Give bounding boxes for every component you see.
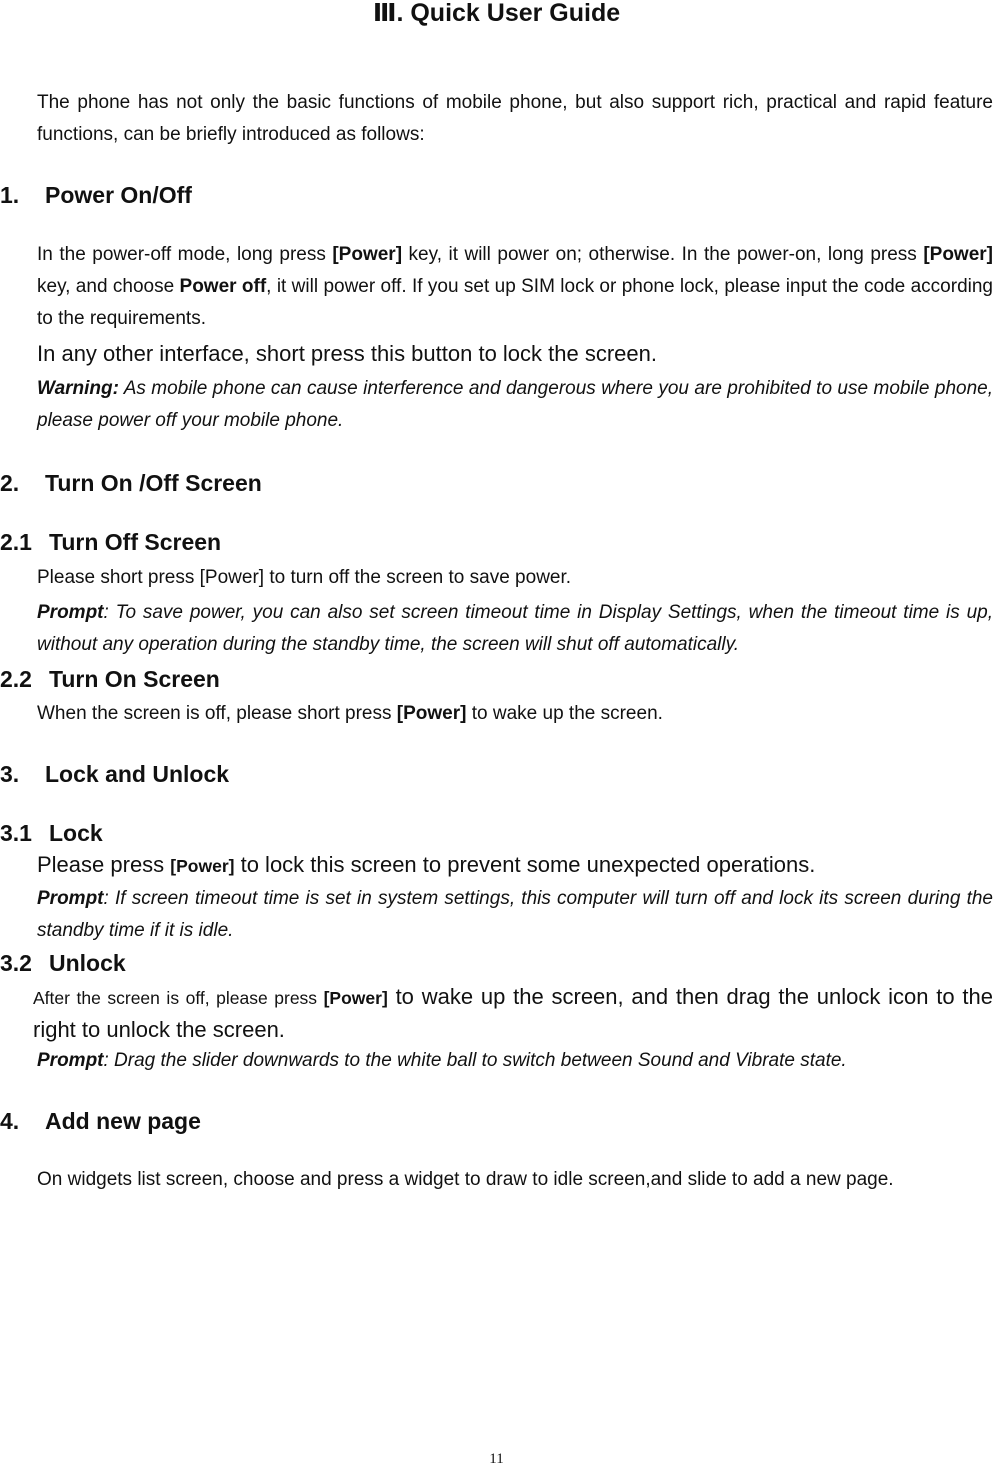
section-number: 2. — [0, 470, 20, 496]
subsection-2-2-heading — [0, 664, 220, 694]
subsection-3-2-heading — [0, 948, 126, 978]
prompt-label: Prompt — [37, 602, 104, 623]
subsection-number: 2.2 — [0, 666, 32, 692]
section-title: Add new page — [45, 1108, 201, 1134]
warning-label: Warning: — [37, 378, 119, 399]
subsection-title: Turn On Screen — [49, 666, 220, 692]
section-title: Power On/Off — [45, 182, 192, 208]
text-run: Please press — [37, 852, 171, 877]
section-number: 3. — [0, 761, 20, 787]
power-key-label: [Power] — [323, 988, 388, 1008]
subsection-number: 2.1 — [0, 529, 32, 555]
section-title: Turn On /Off Screen — [45, 470, 262, 496]
unlock-prompt — [37, 1045, 993, 1077]
section-number: 1. — [0, 182, 20, 208]
power-key-label: [Power] — [170, 856, 235, 876]
power-key-label: [Power] — [332, 244, 403, 265]
intro-paragraph: The phone has not only the basic functions of mobile phone, but also support rich, practical and rapid feature functions, can be briefly introduced as follows: — [37, 92, 993, 145]
page-title: Ⅲ. Quick User Guide — [372, 0, 621, 27]
lock-screen-paragraph: In any other interface, short press this button to lock the screen. — [37, 341, 657, 366]
page-number: 11 — [489, 1451, 504, 1467]
section-2-heading — [0, 468, 262, 498]
subsection-number: 3.1 — [0, 820, 32, 846]
text-run: to wake up the screen. — [466, 703, 663, 724]
prompt-text: : If screen timeout time is set in system settings, this computer will turn off and lock its screen during the standby time if it is idle. — [37, 888, 993, 941]
text-run: to lock this screen to prevent some unexpected operations. — [234, 852, 816, 877]
section-title: Lock and Unlock — [45, 761, 230, 787]
turn-on-screen-paragraph — [37, 698, 993, 730]
subsection-3-1-heading — [0, 818, 103, 848]
lock-prompt — [37, 883, 993, 947]
lock-paragraph — [37, 849, 993, 882]
section-1-heading — [0, 180, 192, 210]
text-run: key, it will power on; otherwise. In the power-on, long press — [402, 244, 924, 265]
power-on-off-paragraph — [37, 239, 993, 335]
prompt-label: Prompt — [37, 888, 104, 909]
warning-text: As mobile phone can cause interference and dangerous where you are prohibited to use mobile phone, please power off your mobile phone. — [37, 378, 993, 431]
text-run: , it will power off. If you set up SIM lock or phone lock, please input the code according to the requirements. — [37, 276, 993, 329]
add-page-paragraph: On widgets list screen, choose and press a widget to draw to idle screen,and slide to add a new page. — [37, 1169, 894, 1190]
prompt-text: : Drag the slider downwards to the white ball to switch between Sound and Vibrate state. — [103, 1050, 847, 1071]
subsection-2-1-heading — [0, 527, 221, 557]
text-run: to wake up the screen, and then drag the unlock icon to the right to unlock the screen. — [33, 984, 993, 1042]
turn-off-prompt — [37, 597, 993, 661]
turn-off-screen-paragraph: Please short press [Power] to turn off the screen to save power. — [37, 567, 572, 588]
unlock-paragraph — [33, 981, 993, 1046]
subsection-number: 3.2 — [0, 950, 32, 976]
text-run: When the screen is off, please short press — [37, 703, 397, 724]
prompt-text: : To save power, you can also set screen timeout time in Display Settings, when the timeout time is up, without any operation during the standby time, the screen will shut off automatically. — [37, 602, 993, 655]
warning-paragraph — [37, 373, 993, 437]
prompt-label: Prompt — [37, 1050, 104, 1071]
subsection-title: Unlock — [49, 950, 126, 976]
subsection-title: Lock — [49, 820, 103, 846]
section-4-heading — [0, 1106, 201, 1136]
text-run: In the power-off mode, long press — [37, 244, 333, 265]
section-3-heading — [0, 759, 229, 789]
power-key-label: [Power] — [923, 244, 993, 265]
power-key-label: [Power] — [396, 703, 467, 724]
subsection-title: Turn Off Screen — [49, 529, 222, 555]
power-off-label: Power off — [179, 276, 267, 297]
text-run: After the screen is off, please press — [33, 988, 324, 1008]
text-run: key, and choose — [37, 276, 180, 297]
section-number: 4. — [0, 1108, 20, 1134]
